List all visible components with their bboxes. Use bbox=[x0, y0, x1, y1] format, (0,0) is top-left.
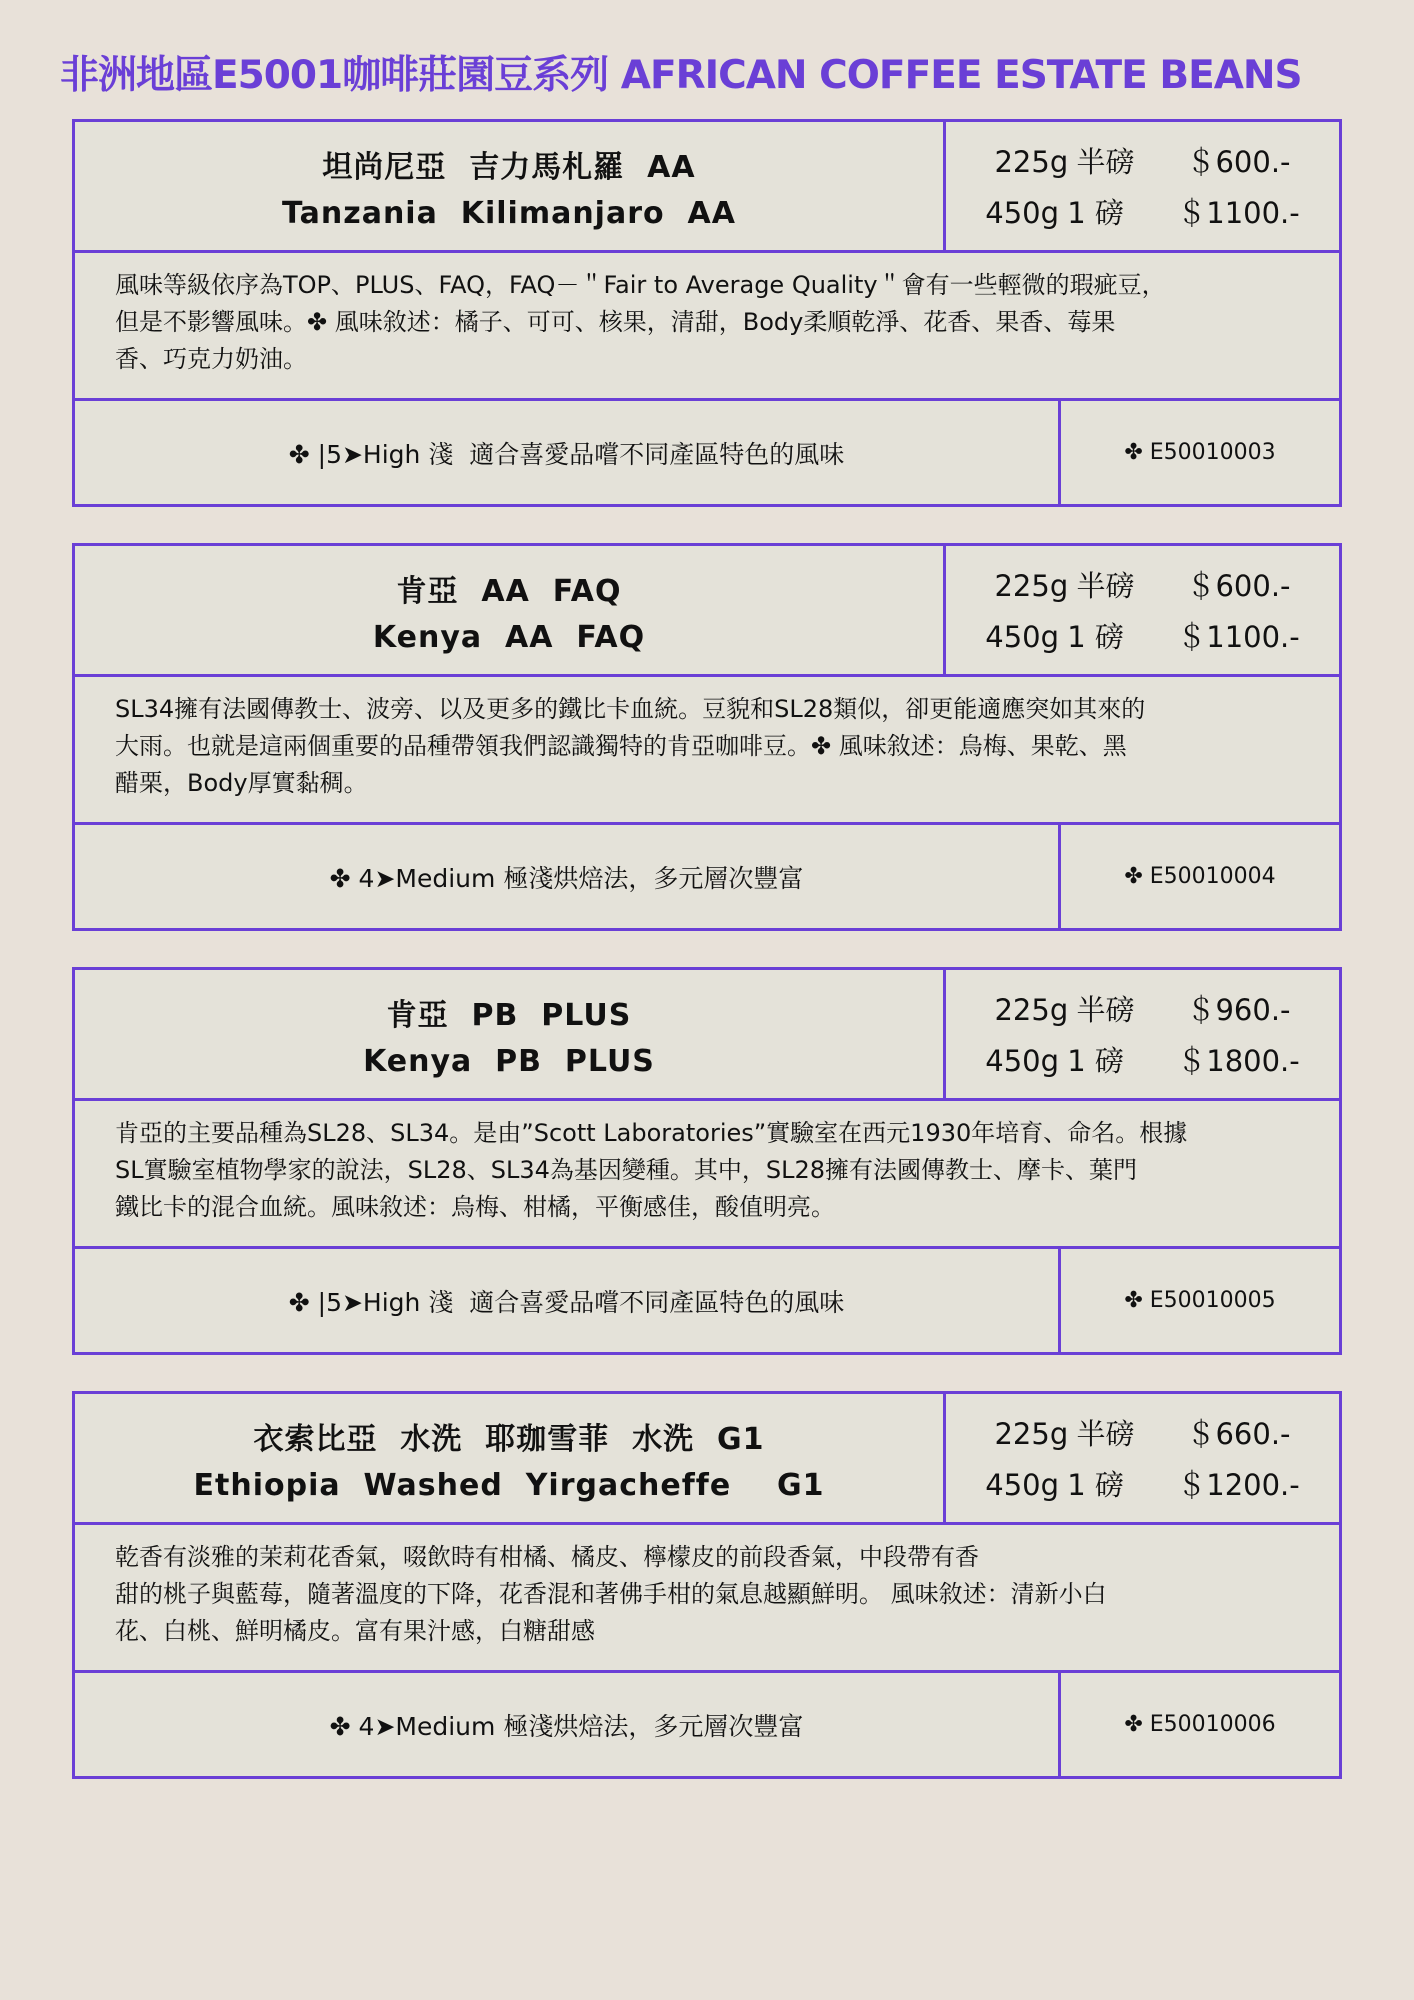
product-name-zh: 肯亞 PB PLUS bbox=[386, 997, 632, 1033]
price-cell bbox=[946, 1394, 1339, 1522]
product-name-zh: 衣索比亞 水洗 耶珈雪菲 水洗 G1 bbox=[253, 1421, 765, 1457]
product-name-cell bbox=[75, 1394, 946, 1522]
product-name-en: Kenya PB PLUS bbox=[363, 1043, 655, 1079]
product-footer-row bbox=[75, 401, 1339, 504]
price-value: ＄960.- bbox=[1186, 993, 1291, 1027]
price-unit: 半磅 bbox=[1076, 1417, 1135, 1451]
product-name-cell bbox=[75, 122, 946, 250]
roast-level: ✤ |5➤High 淺 適合喜愛品嚐不同產區特色的風味 bbox=[75, 1249, 1061, 1352]
product-header-row bbox=[75, 546, 1339, 677]
product-description-row bbox=[75, 1101, 1339, 1249]
product-description: 肯亞的主要品種為SL28、SL34。是由”Scott Laboratories”實驗室在西元1930年培育、命名。根據 SL實驗室植物學家的說法，SL28、SL34為基因變種。其中，SL28擁有法國傳教士、摩卡、葉門 鐵比卡的混合血統。風味敘述：烏梅、柑橘，平衡感佳，酸值明亮。 bbox=[115, 1119, 1188, 1221]
product-code: ✤ E50010003 bbox=[1124, 440, 1276, 465]
price-cell bbox=[946, 546, 1339, 674]
price-value: ＄600.- bbox=[1186, 145, 1291, 179]
price-weight: 225g bbox=[994, 145, 1069, 179]
product-code: ✤ E50010006 bbox=[1124, 1712, 1276, 1737]
price-weight: 450g bbox=[985, 1468, 1060, 1502]
price-unit: 1 磅 bbox=[1067, 1044, 1124, 1078]
product-name-cell bbox=[75, 970, 946, 1098]
price-line-half-pound bbox=[994, 564, 1290, 605]
product-description-row bbox=[75, 677, 1339, 825]
product-description-row bbox=[75, 1525, 1339, 1673]
product-header-row bbox=[75, 1394, 1339, 1525]
price-line-half-pound bbox=[994, 988, 1290, 1029]
price-unit: 半磅 bbox=[1076, 145, 1135, 179]
price-line-half-pound bbox=[994, 1412, 1290, 1453]
product-footer-row bbox=[75, 1673, 1339, 1776]
product-card bbox=[72, 967, 1342, 1355]
price-weight: 450g bbox=[985, 620, 1060, 654]
product-description-row bbox=[75, 253, 1339, 401]
price-line-half-pound bbox=[994, 140, 1290, 181]
price-unit: 1 磅 bbox=[1067, 1468, 1124, 1502]
product-footer-row bbox=[75, 1249, 1339, 1352]
price-value: ＄1200.- bbox=[1177, 1468, 1300, 1502]
product-code: ✤ E50010005 bbox=[1124, 1288, 1276, 1313]
roast-level: ✤ 4➤Medium 極淺烘焙法，多元層次豐富 bbox=[75, 1673, 1061, 1776]
product-name-en: Ethiopia Washed Yirgacheffe G1 bbox=[193, 1467, 825, 1503]
price-unit: 半磅 bbox=[1076, 569, 1135, 603]
product-name-cell bbox=[75, 546, 946, 674]
product-name-en: Tanzania Kilimanjaro AA bbox=[282, 195, 736, 231]
price-weight: 225g bbox=[994, 569, 1069, 603]
page-title: 非洲地區E5001咖啡莊園豆系列 AFRICAN COFFEE ESTATE BEANS bbox=[60, 53, 1302, 98]
price-weight: 450g bbox=[985, 1044, 1060, 1078]
product-description: 乾香有淡雅的茉莉花香氣，啜飲時有柑橘、橘皮、檸檬皮的前段香氣，中段帶有香 甜的桃子與藍莓，隨著溫度的下降，花香混和著佛手柑的氣息越顯鮮明。 風味敘述：清新小白 花、白桃、鮮明橘皮。富有果汁感，白糖甜感 bbox=[115, 1543, 1107, 1645]
price-line-one-pound bbox=[985, 615, 1300, 656]
price-unit: 1 磅 bbox=[1067, 196, 1124, 230]
price-line-one-pound bbox=[985, 1039, 1300, 1080]
price-unit: 1 磅 bbox=[1067, 620, 1124, 654]
roast-level: ✤ 4➤Medium 極淺烘焙法，多元層次豐富 bbox=[75, 825, 1061, 928]
price-cell bbox=[946, 122, 1339, 250]
price-value: ＄1100.- bbox=[1177, 196, 1300, 230]
product-name-zh: 肯亞 AA FAQ bbox=[396, 573, 622, 609]
product-header-row bbox=[75, 122, 1339, 253]
product-card bbox=[72, 543, 1342, 931]
product-footer-row bbox=[75, 825, 1339, 928]
product-card bbox=[72, 1391, 1342, 1779]
product-description: SL34擁有法國傳教士、波旁、以及更多的鐵比卡血統。豆貌和SL28類似，卻更能適應突如其來的 大雨。也就是這兩個重要的品種帶領我們認識獨特的肯亞咖啡豆。✤ 風味敘述：烏梅、果乾、黑 醋栗，Body厚實黏稠。 bbox=[115, 695, 1146, 797]
product-description: 風味等級依序為TOP、PLUS、FAQ，FAQ－＂Fair to Average Quality＂會有一些輕微的瑕疵豆， 但是不影響風味。✤ 風味敘述：橘子、可可、核果，清甜，Body柔順乾淨、花香、果香、莓果 香、巧克力奶油。 bbox=[115, 271, 1166, 373]
price-value: ＄600.- bbox=[1186, 569, 1291, 603]
product-name-zh: 坦尚尼亞 吉力馬札羅 AA bbox=[322, 149, 696, 185]
price-weight: 225g bbox=[994, 993, 1069, 1027]
product-code: ✤ E50010004 bbox=[1124, 864, 1276, 889]
price-line-one-pound bbox=[985, 191, 1300, 232]
product-card bbox=[72, 119, 1342, 507]
price-value: ＄660.- bbox=[1186, 1417, 1291, 1451]
price-unit: 半磅 bbox=[1076, 993, 1135, 1027]
price-cell bbox=[946, 970, 1339, 1098]
price-line-one-pound bbox=[985, 1463, 1300, 1504]
product-header-row bbox=[75, 970, 1339, 1101]
price-value: ＄1100.- bbox=[1177, 620, 1300, 654]
price-weight: 450g bbox=[985, 196, 1060, 230]
product-name-en: Kenya AA FAQ bbox=[372, 619, 646, 655]
price-weight: 225g bbox=[994, 1417, 1069, 1451]
roast-level: ✤ |5➤High 淺 適合喜愛品嚐不同產區特色的風味 bbox=[75, 401, 1061, 504]
price-value: ＄1800.- bbox=[1177, 1044, 1300, 1078]
